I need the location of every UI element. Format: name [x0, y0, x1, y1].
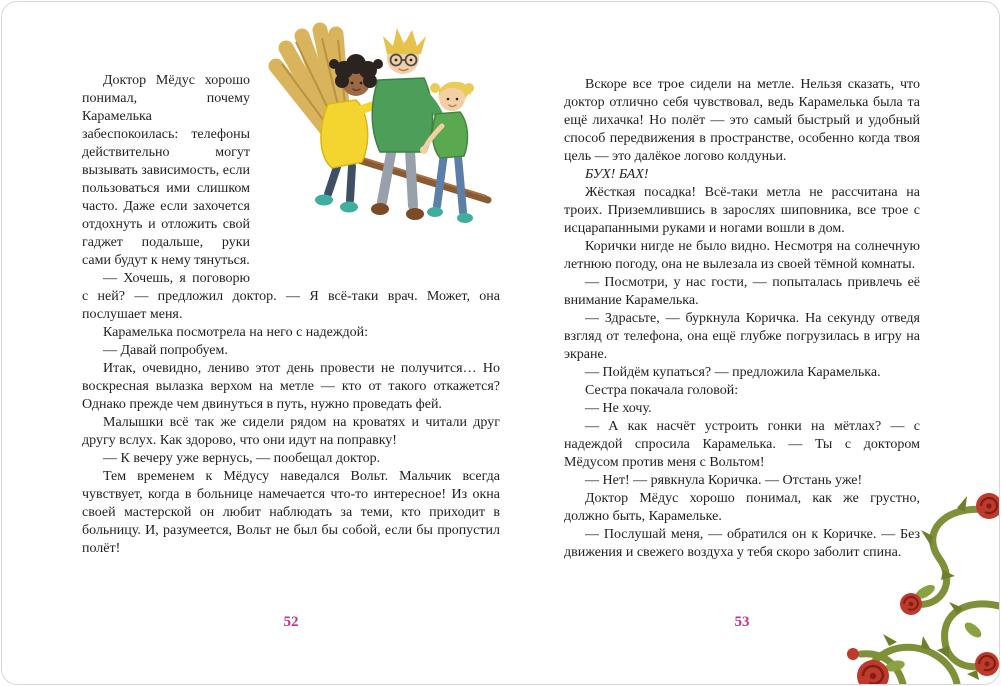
broom-illustration-space	[258, 72, 500, 272]
paragraph: — Послушай меня, — обратился он к Коричке. — Без движения и свежего воздуха у тебя скоро заболит спина.	[564, 527, 920, 560]
paragraph: — Не хочу.	[585, 401, 652, 416]
paragraph: Сестра покачала головой:	[585, 383, 739, 398]
book-spread	[1, 1, 1000, 685]
paragraph: Корички нигде не было видно. Несмотря на солнечную летнюю погоду, она не вылезала из своей тёмной комнаты.	[564, 239, 920, 272]
paragraph: — А как насчёт устроить гонки на мётлах? — с надеждой спросила Карамелька. — Ты с доктором Мёдусом против меня с Вольтом!	[564, 419, 920, 470]
paragraph: — К вечеру уже вернусь, — пообещал доктор.	[103, 451, 381, 466]
paragraph: БУХ! БАХ!	[585, 167, 649, 182]
paragraph: — Хочешь, я поговорю с ней? — предложил доктор. — Я всё-таки врач. Может, она послушает меня.	[82, 271, 500, 322]
paragraph: Доктор Мёдус хорошо понимал, как же грустно, должно быть, Карамельке.	[564, 491, 920, 524]
paragraph: Итак, очевидно, лениво этот день провести не получится… Но воскресная вылазка верхом на метле — кто от такого откажется? Однако прежде чем двинуться в путь, нужно проведать фей.	[82, 361, 500, 412]
left-page	[82, 72, 500, 558]
paragraph: — Посмотри, у нас гости, — попыталась привлечь её внимание Карамелька.	[564, 275, 920, 308]
paragraph: — Давай попробуем.	[103, 343, 228, 358]
paragraph: — Пойдём купаться? — предложила Карамелька.	[585, 365, 881, 380]
paragraph: — Нет! — рявкнула Коричка. — Отстань уже!	[585, 473, 863, 488]
paragraph: Тем временем к Мёдусу наведался Вольт. Мальчик всегда чувствует, когда в больнице намечается что-то интересное! Из окна своей мастерской он любит наблюдать за теми, кто приходит в больницу. И, разумеется, Вольт не был бы собой, если бы пропустил полёт!	[82, 469, 500, 556]
rose-branch-illustration	[837, 486, 999, 684]
paragraph: — Здрасьте, — буркнула Коричка. На секунду отведя взгляд от телефона, она ещё глубже погрузилась в игру на экране.	[564, 311, 920, 362]
paragraph: Доктор Мёдус хорошо понимал, почему Карамелька забеспокоилась: телефоны действительно могут вызывать зависимость, если пользоваться ими слишком часто. Даже если захочется отдохнуть и отложить свой гаджет подальше, руки сами будут к нему тянуться.	[82, 73, 250, 268]
paragraph: Жёсткая посадка! Всё-таки метла не рассчитана на троих. Приземлившись в зарослях шиповника, все трое с исцарапанными руками и ногами вошли в дом.	[564, 185, 920, 236]
paragraph: Карамелька посмотрела на него с надеждой:	[103, 325, 369, 340]
page-number-left: 52	[283, 614, 299, 630]
paragraph: Вскоре все трое сидели на метле. Нельзя сказать, что доктор отлично себя чувствовал, ведь Карамелька была та ещё лихачка! Но полёт — это самый быстрый и удобный способ передвижения в пространстве, особенно когда твоя цель — это далёкое логово колдуньи.	[564, 77, 920, 164]
paragraph: Малышки всё так же сидели рядом на кроватях и читали друг другу вслух. Как здорово, что они идут на поправку!	[82, 415, 500, 448]
page-number-right: 53	[734, 614, 750, 630]
rose-leaves	[884, 582, 984, 673]
